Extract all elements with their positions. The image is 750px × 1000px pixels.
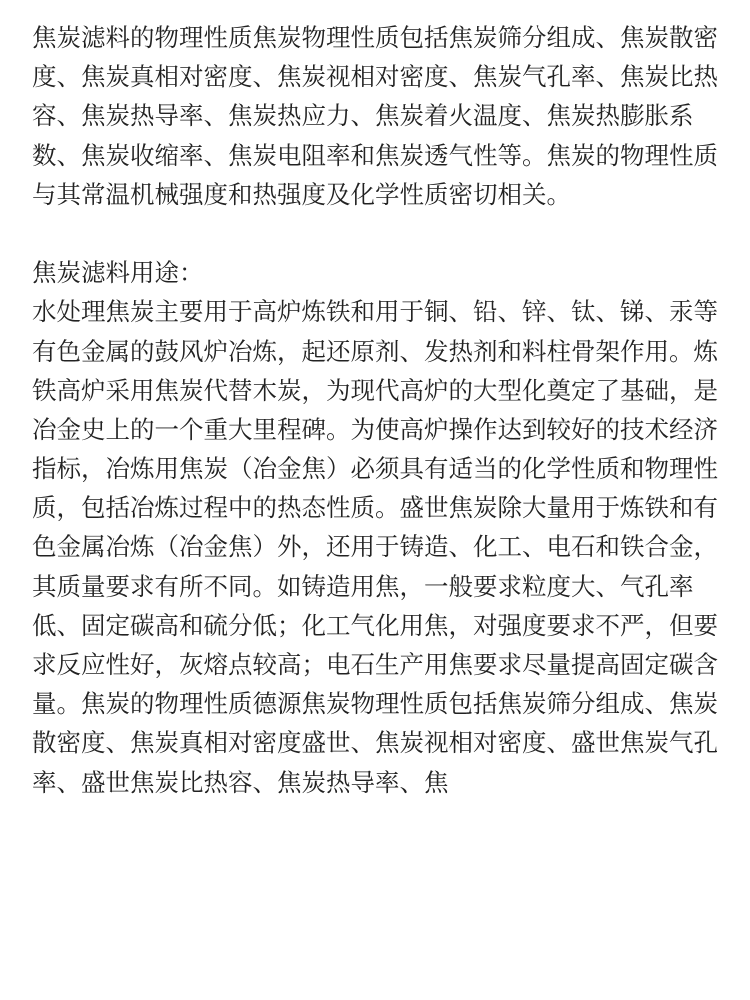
text-line: 求反应性好，灰熔点较高；电石生产用焦要求尽量提高固定碳含 (32, 650, 718, 679)
text-line: 指标，冶炼用焦炭（冶金焦）必须具有适当的化学性质和物理性 (32, 454, 718, 484)
section-heading-uses (32, 253, 722, 292)
text-line: 冶金史上的一个重大里程碑。为使高炉操作达到较好的技术经济 (32, 414, 718, 444)
article-body (32, 18, 722, 802)
text-line: 水处理焦炭主要用于高炉炼铁和用于铜、铅、锌、钛、锑、汞等 (32, 297, 718, 327)
text-line: 铁高炉采用焦炭代替木炭，为现代高炉的大型化奠定了基础，是 (32, 375, 718, 405)
text-line: 数、焦炭收缩率、焦炭电阻率和焦炭透气性等。焦炭的物理性质 (32, 140, 718, 170)
text-line: 低、固定碳高和硫分低；化工气化用焦，对强度要求不严，但要 (32, 610, 718, 640)
paragraph-spacer (32, 214, 722, 253)
text-line: 焦炭滤料的物理性质焦炭物理性质包括焦炭筛分组成、焦炭散密 (32, 23, 718, 52)
text-line: 率、盛世焦炭比热容、焦炭热导率、焦 (32, 767, 449, 797)
text-line: 色金属冶炼（冶金焦）外，还用于铸造、化工、电石和铁合金， (32, 532, 718, 562)
text-line: 质，包括冶炼过程中的热态性质。盛世焦炭除大量用于炼铁和有 (32, 493, 718, 523)
paragraph-physical-properties (32, 18, 722, 214)
text-line: 焦炭滤料用途： (32, 258, 204, 288)
text-line: 其质量要求有所不同。如铸造用焦，一般要求粒度大、气孔率 (32, 571, 694, 601)
text-line: 容、焦炭热导率、焦炭热应力、焦炭着火温度、焦炭热膨胀系 (32, 101, 694, 131)
paragraph-uses (32, 292, 722, 801)
text-line: 量。焦炭的物理性质德源焦炭物理性质包括焦炭筛分组成、焦炭 (32, 689, 718, 719)
text-line: 散密度、焦炭真相对密度盛世、焦炭视相对密度、盛世焦炭气孔 (32, 728, 718, 758)
text-line: 与其常温机械强度和热强度及化学性质密切相关。 (32, 179, 571, 209)
text-line: 有色金属的鼓风炉冶炼，起还原剂、发热剂和料柱骨架作用。炼 (32, 336, 718, 366)
text-line: 度、焦炭真相对密度、焦炭视相对密度、焦炭气孔率、焦炭比热 (32, 62, 718, 92)
